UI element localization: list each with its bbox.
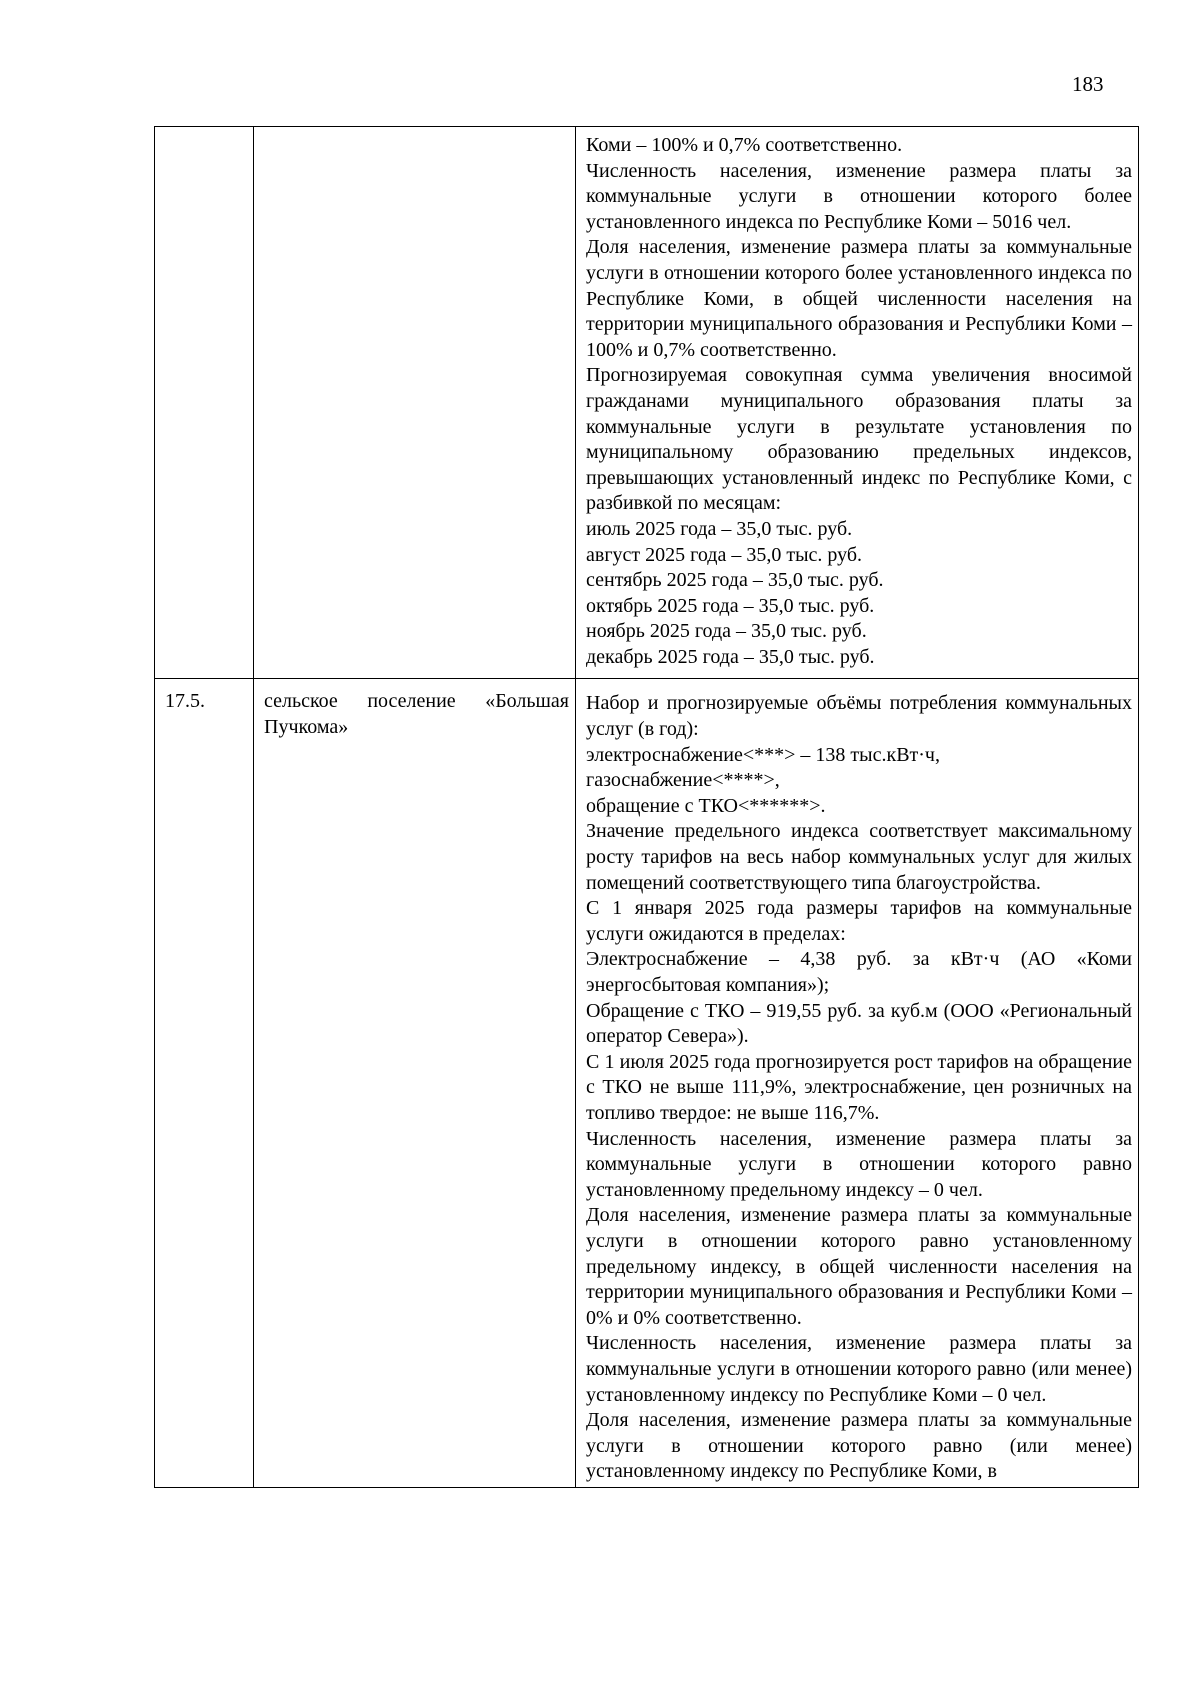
paragraph: электроснабжение<***> – 138 тыс.кВт·ч,	[586, 743, 940, 766]
row-number	[155, 127, 253, 137]
table-row	[155, 679, 1139, 1487]
paragraph: газоснабжение<****>,	[586, 769, 780, 792]
paragraph: Электроснабжение – 4,38 руб. за кВт·ч (АО «Коми энергосбытовая компания»);	[586, 948, 1132, 996]
description-cell	[576, 679, 1139, 1487]
row-number-cell	[155, 679, 254, 1487]
paragraph: Доля населения, изменение размера платы за коммунальные услуги в отношении которого более установленного индекса по Республике Коми, в общей численности населения на территории муниципального образования и Республики Коми – 100% и 0,7% соответственно.	[586, 236, 1132, 361]
paragraph: Коми – 100% и 0,7% соответственно.	[586, 134, 903, 156]
paragraph: октябрь 2025 года – 35,0 тыс. руб.	[586, 594, 875, 617]
document-table	[154, 126, 1139, 1488]
paragraph: Набор и прогнозируемые объёмы потребления коммунальных услуг (в год):	[586, 692, 1132, 741]
paragraph: август 2025 года – 35,0 тыс. руб.	[586, 543, 863, 566]
paragraph: Численность населения, изменение размера платы за коммунальные услуги в отношении которого равно (или менее) установленному индексу по Республике Коми – 0 чел.	[586, 1332, 1132, 1406]
paragraph: Доля населения, изменение размера платы за коммунальные услуги в отношении которого равно установленному предельному индексу, в общей численности населения на территории муниципального образования и Республики Коми – 0% и 0% соответственно.	[586, 1204, 1132, 1329]
paragraph: июль 2025 года – 35,0 тыс. руб.	[586, 517, 853, 540]
row-number-cell	[155, 127, 254, 679]
paragraph: Доля населения, изменение размера платы за коммунальные услуги в отношении которого равно (или менее) установленному индексу по Республике Коми, в	[586, 1409, 1132, 1483]
paragraph: Численность населения, изменение размера платы за коммунальные услуги в отношении которого равно установленному предельному индексу – 0 чел.	[586, 1127, 1132, 1201]
paragraph: сентябрь 2025 года – 35,0 тыс. руб.	[586, 569, 884, 592]
paragraph: С 1 июля 2025 года прогнозируется рост тарифов на обращение с ТКО не выше 111,9%, электроснабжение, цен розничных на топливо твердое: не выше 116,7%.	[586, 1050, 1132, 1124]
paragraph: С 1 января 2025 года размеры тарифов на коммунальные услуги ожидаются в пределах:	[586, 897, 1132, 945]
municipality-name: сельское поселение «Большая Пучкома»	[264, 690, 569, 739]
page-number: 183	[1072, 72, 1104, 96]
paragraph: Значение предельного индекса соответствует максимальному росту тарифов на весь набор коммунальных услуг для жилых помещений соответствующего типа благоустройства.	[586, 820, 1132, 894]
table-row	[155, 127, 1139, 679]
paragraph: обращение с ТКО<******>.	[586, 794, 826, 817]
paragraph: ноябрь 2025 года – 35,0 тыс. руб.	[586, 620, 867, 643]
paragraph: декабрь 2025 года – 35,0 тыс. руб.	[586, 645, 875, 668]
description-cell	[576, 127, 1139, 679]
municipality-name-cell	[254, 679, 576, 1487]
paragraph: Обращение с ТКО – 919,55 руб. за куб.м (ООО «Региональный оператор Севера»).	[586, 999, 1132, 1048]
municipality-name-cell	[254, 127, 576, 679]
paragraph: Численность населения, изменение размера платы за коммунальные услуги в отношении которого более установленного индекса по Республике Коми – 5016 чел.	[586, 159, 1132, 233]
paragraph: Прогнозируемая совокупная сумма увеличения вносимой гражданами муниципального образования платы за коммунальные услуги в результате установления по муниципальному образованию предельных индексов, превышающих установленный индекс по Республике Коми, с разбивкой по месяцам:	[586, 364, 1132, 515]
municipality-name	[254, 127, 575, 137]
row-number: 17.5.	[165, 690, 205, 713]
